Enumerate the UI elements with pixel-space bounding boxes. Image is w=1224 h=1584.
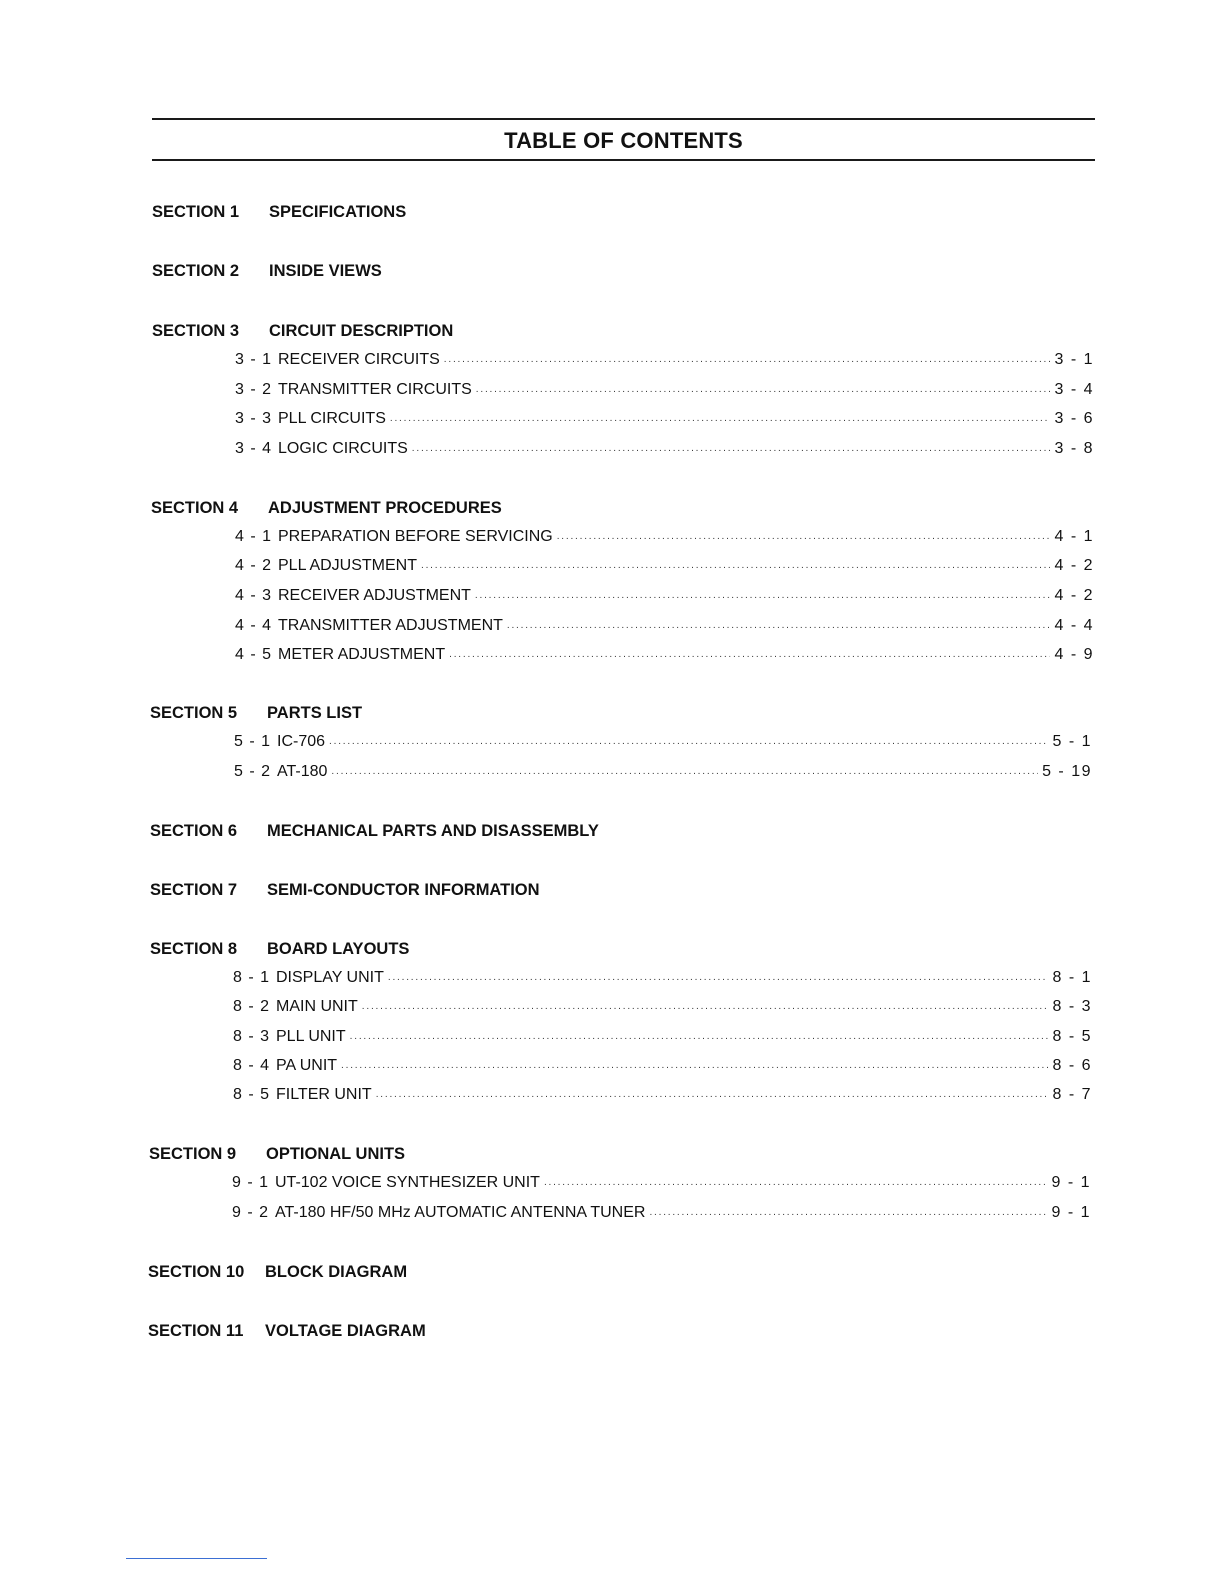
entry-title: PLL UNIT [276,1028,346,1045]
entry-number: 8 - 3 [233,1028,271,1045]
section-number: SECTION 10 [148,1263,245,1281]
toc-entry[interactable] [235,526,1094,548]
section-number: SECTION 1 [152,203,240,221]
section-heading[interactable] [149,1143,405,1165]
toc-entry[interactable] [234,731,1092,753]
dot-leader [475,588,1051,604]
toc-entry[interactable] [235,585,1094,607]
toc-entry[interactable] [235,438,1094,460]
toc-entry[interactable] [234,761,1092,783]
section-number: SECTION 4 [151,499,239,517]
entry-page-number: 9 - 1 [1051,1174,1091,1191]
entry-title: AT-180 HF/50 MHz AUTOMATIC ANTENNA TUNER [275,1204,646,1221]
entry-title: LOGIC CIRCUITS [278,440,408,457]
entry-number: 4 - 2 [235,557,273,574]
section-number: SECTION 11 [148,1322,244,1340]
section-number: SECTION 7 [150,881,238,899]
dot-leader [544,1175,1048,1191]
section-heading[interactable] [152,260,382,282]
section-title: OPTIONAL UNITS [266,1145,406,1163]
entry-page-number: 5 - 1 [1052,733,1092,750]
entry-page-number: 4 - 9 [1054,646,1094,663]
section-number: SECTION 2 [152,262,240,280]
section-heading[interactable] [152,201,406,223]
dot-leader [329,734,1048,750]
dot-leader [557,529,1051,545]
dot-leader [412,441,1051,457]
entry-page-number: 3 - 1 [1054,351,1094,368]
dot-leader [390,411,1051,427]
entry-number: 9 - 1 [232,1174,270,1191]
entry-number: 3 - 3 [235,410,273,427]
entry-number: 4 - 4 [235,617,273,634]
entry-number: 4 - 1 [235,528,273,545]
entry-number: 3 - 4 [235,440,273,457]
entry-number: 3 - 1 [235,351,273,368]
entry-number: 9 - 2 [232,1204,270,1221]
entry-title: TRANSMITTER ADJUSTMENT [278,617,503,634]
entry-page-number: 3 - 4 [1054,381,1094,398]
section-heading[interactable] [150,879,540,901]
dot-leader [444,352,1051,368]
entry-number: 8 - 1 [233,969,271,986]
entry-number: 3 - 2 [235,381,273,398]
entry-title: MAIN UNIT [276,998,358,1015]
entry-title: METER ADJUSTMENT [278,646,446,663]
section-number: SECTION 9 [149,1145,237,1163]
footer-link-line[interactable] [126,1558,267,1559]
entry-page-number: 4 - 4 [1054,617,1094,634]
toc-entry[interactable] [235,555,1094,577]
entry-title: TRANSMITTER CIRCUITS [278,381,472,398]
entry-page-number: 8 - 5 [1052,1028,1092,1045]
section-heading[interactable] [150,820,599,842]
entry-number: 8 - 5 [233,1086,271,1103]
entry-title: RECEIVER ADJUSTMENT [278,587,471,604]
entry-title: AT-180 [277,763,328,780]
entry-title: PA UNIT [276,1057,338,1074]
dot-leader [376,1087,1049,1103]
entry-title: PLL ADJUSTMENT [278,557,417,574]
dot-leader [507,618,1051,634]
section-heading[interactable] [150,702,362,724]
entry-page-number: 8 - 1 [1052,969,1092,986]
entry-page-number: 8 - 7 [1052,1086,1092,1103]
section-number: SECTION 8 [150,940,238,958]
dot-leader [350,1029,1049,1045]
entry-title: UT-102 VOICE SYNTHESIZER UNIT [275,1174,540,1191]
toc-entry[interactable] [235,644,1094,666]
section-heading[interactable] [151,497,502,519]
entry-page-number: 8 - 6 [1052,1057,1092,1074]
dot-leader [649,1205,1047,1221]
entry-page-number: 3 - 8 [1054,440,1094,457]
section-heading[interactable] [150,938,409,960]
page-title: TABLE OF CONTENTS [504,128,743,153]
entry-page-number: 4 - 2 [1054,587,1094,604]
toc-entry[interactable] [233,1055,1092,1077]
section-title: CIRCUIT DESCRIPTION [269,322,454,340]
bottom-rule [152,159,1095,161]
entry-page-number: 3 - 6 [1054,410,1094,427]
section-title: VOLTAGE DIAGRAM [265,1322,426,1340]
toc-entry[interactable] [233,1026,1092,1048]
dot-leader [449,647,1050,663]
section-number: SECTION 3 [152,322,240,340]
entry-page-number: 4 - 2 [1054,557,1094,574]
entry-page-number: 9 - 1 [1051,1204,1091,1221]
section-title: SEMI-CONDUCTOR INFORMATION [267,881,540,899]
dot-leader [476,382,1051,398]
entry-title: PLL CIRCUITS [278,410,386,427]
section-number: SECTION 5 [150,704,238,722]
entry-title: FILTER UNIT [276,1086,372,1103]
dot-leader [331,764,1038,780]
section-title: BLOCK DIAGRAM [265,1263,408,1281]
entry-page-number: 8 - 3 [1052,998,1092,1015]
entry-number: 5 - 2 [234,763,272,780]
section-title: SPECIFICATIONS [269,203,407,221]
section-title: PARTS LIST [267,704,363,722]
section-heading[interactable] [148,1320,426,1342]
section-title: ADJUSTMENT PROCEDURES [268,499,502,517]
title-block [152,118,1095,161]
dot-leader [388,970,1049,986]
entry-number: 4 - 5 [235,646,273,663]
toc-entry[interactable] [235,408,1094,430]
entry-page-number: 4 - 1 [1054,528,1094,545]
entry-number: 8 - 2 [233,998,271,1015]
entry-title: IC-706 [277,733,326,750]
section-title: INSIDE VIEWS [269,262,382,280]
toc-entry[interactable] [232,1172,1091,1194]
entry-title: DISPLAY UNIT [276,969,384,986]
toc-entry[interactable] [233,996,1092,1018]
section-title: MECHANICAL PARTS AND DISASSEMBLY [267,822,599,840]
toc-entry[interactable] [233,1084,1092,1106]
toc-entry[interactable] [235,379,1094,401]
section-heading[interactable] [148,1261,407,1283]
toc-entry[interactable] [235,349,1094,371]
toc-entry[interactable] [233,967,1092,989]
dot-leader [341,1058,1048,1074]
section-heading[interactable] [152,320,453,342]
entry-number: 4 - 3 [235,587,273,604]
toc-entry[interactable] [235,615,1094,637]
toc-entry[interactable] [232,1202,1091,1224]
entry-number: 5 - 1 [234,733,272,750]
section-number: SECTION 6 [150,822,238,840]
entry-title: RECEIVER CIRCUITS [278,351,440,368]
entry-page-number: 5 - 19 [1042,763,1092,780]
entry-number: 8 - 4 [233,1057,271,1074]
dot-leader [362,999,1049,1015]
dot-leader [421,558,1050,574]
entry-title: PREPARATION BEFORE SERVICING [278,528,553,545]
section-title: BOARD LAYOUTS [267,940,410,958]
